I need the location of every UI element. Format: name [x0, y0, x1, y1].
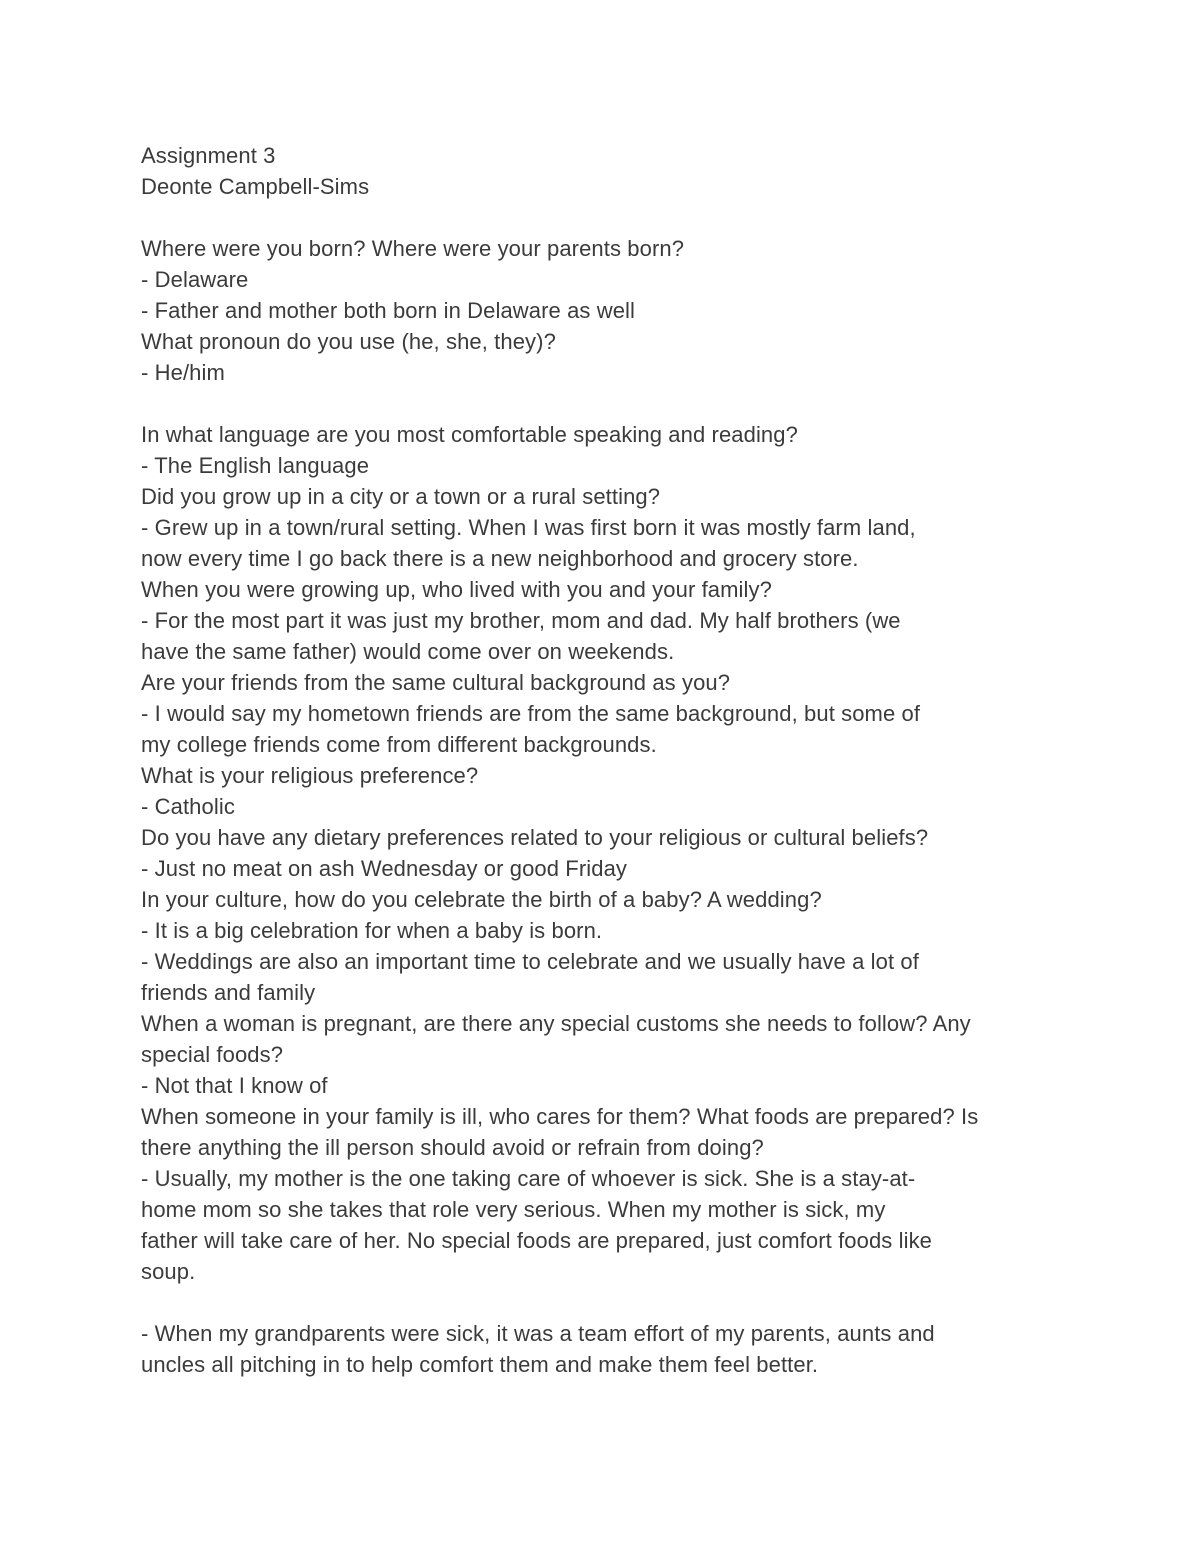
- text-line: What pronoun do you use (he, she, they)?: [141, 329, 556, 354]
- text-line: What is your religious preference?: [141, 763, 479, 788]
- text-line: When someone in your family is ill, who cares for them? What foods are prepared? Is: [141, 1104, 979, 1129]
- blank-line: [141, 388, 1101, 419]
- text-line: special foods?: [141, 1042, 284, 1067]
- text-line: - It is a big celebration for when a baby is born.: [141, 918, 603, 943]
- text-line: - For the most part it was just my brother, mom and dad. My half brothers (we: [141, 608, 901, 633]
- text-line: Where were you born? Where were your parents born?: [141, 236, 685, 261]
- text-line: - Grew up in a town/rural setting. When I was first born it was mostly farm land,: [141, 515, 916, 540]
- text-line: Did you grow up in a city or a town or a rural setting?: [141, 484, 661, 509]
- document-page: [141, 140, 1101, 1380]
- text-line: - Not that I know of: [141, 1073, 328, 1098]
- text-line: friends and family: [141, 980, 316, 1005]
- text-line: father will take care of her. No special foods are prepared, just comfort foods like: [141, 1228, 933, 1253]
- text-line: uncles all pitching in to help comfort them and make them feel better.: [141, 1352, 819, 1377]
- text-line: - Father and mother both born in Delaware as well: [141, 298, 636, 323]
- text-line: - The English language: [141, 453, 370, 478]
- text-line: - Delaware: [141, 267, 249, 292]
- text-line: When you were growing up, who lived with you and your family?: [141, 577, 772, 602]
- text-line: - Catholic: [141, 794, 235, 819]
- text-line: - When my grandparents were sick, it was a team effort of my parents, aunts and: [141, 1321, 935, 1346]
- text-line: Are your friends from the same cultural background as you?: [141, 670, 731, 695]
- text-line: Do you have any dietary preferences related to your religious or cultural beliefs?: [141, 825, 929, 850]
- document-author: Deonte Campbell-Sims: [141, 174, 370, 199]
- blank-line: [141, 1287, 1101, 1318]
- text-line: there anything the ill person should avoid or refrain from doing?: [141, 1135, 764, 1160]
- text-line: my college friends come from different backgrounds.: [141, 732, 657, 757]
- text-line: soup.: [141, 1259, 196, 1284]
- document-title: Assignment 3: [141, 143, 276, 168]
- spacer: [141, 202, 1101, 233]
- text-line: - Usually, my mother is the one taking care of whoever is sick. She is a stay-at-: [141, 1166, 916, 1191]
- text-line: now every time I go back there is a new neighborhood and grocery store.: [141, 546, 859, 571]
- text-line: When a woman is pregnant, are there any special customs she needs to follow? Any: [141, 1011, 971, 1036]
- text-line: - He/him: [141, 360, 225, 385]
- text-line: - I would say my hometown friends are from the same background, but some of: [141, 701, 921, 726]
- text-line: have the same father) would come over on weekends.: [141, 639, 675, 664]
- text-line: - Weddings are also an important time to celebrate and we usually have a lot of: [141, 949, 919, 974]
- document-body: [141, 233, 1101, 1380]
- text-line: - Just no meat on ash Wednesday or good Friday: [141, 856, 628, 881]
- text-line: home mom so she takes that role very serious. When my mother is sick, my: [141, 1197, 886, 1222]
- text-line: In what language are you most comfortable speaking and reading?: [141, 422, 798, 447]
- text-line: In your culture, how do you celebrate the birth of a baby? A wedding?: [141, 887, 822, 912]
